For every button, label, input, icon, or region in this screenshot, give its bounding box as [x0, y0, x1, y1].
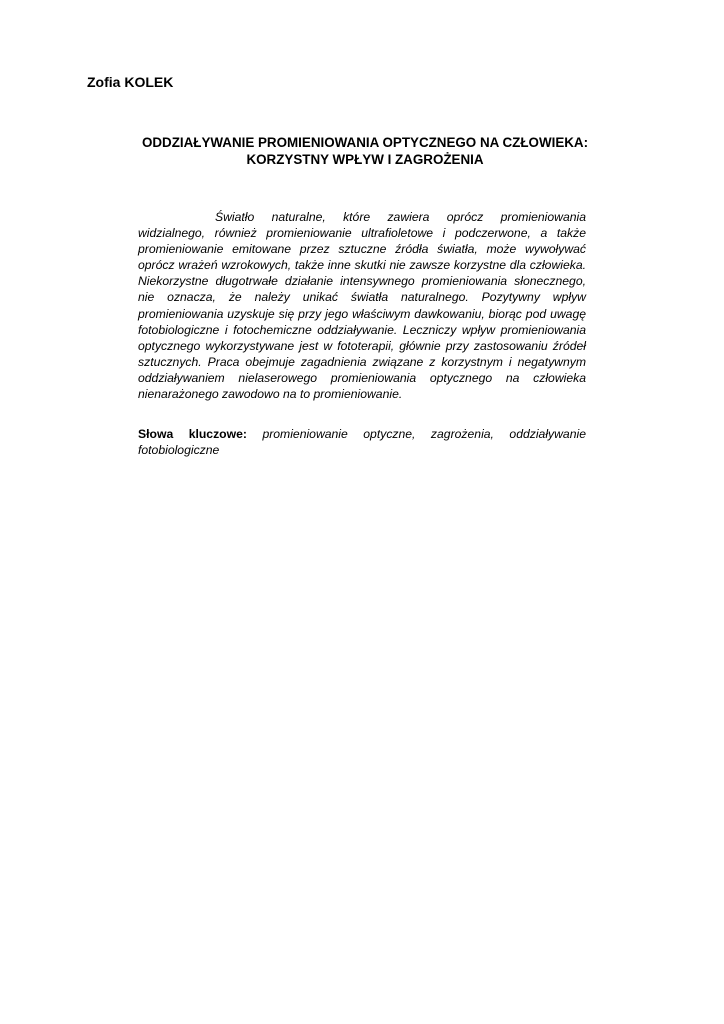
- paper-title: [100, 134, 630, 168]
- paper-title-line-2: KORZYSTNY WPŁYW I ZAGROŻENIA: [246, 152, 484, 167]
- keywords-label: Słowa kluczowe:: [138, 427, 247, 441]
- paper-title-line-1: ODDZIAŁYWANIE PROMIENIOWANIA OPTYCZNEGO NA CZŁOWIEKA:: [141, 135, 589, 150]
- keywords-text: promieniowanie optyczne, zagrożenia, oddziaływanie fotobiologiczne: [138, 427, 586, 458]
- abstract-paragraph: Światło naturalne, które zawiera oprócz promieniowania widzialnego, również promieniowanie ultrafioletowe i podczerwone, a także promieniowanie emitowane przez sztuczne źródła światła, może wywoływać oprócz wrażeń wzrokowych, także inne skutki nie zawsze korzystne dla człowieka. Niekorzystne długotrwałe działanie intensywnego promieniowania słonecznego, nie oznacza, że należy unikać światła naturalnego. Pozytywny wpływ promieniowania uzyskuje się przy jego właściwym dawkowaniu, biorąc pod uwagę fotobiologiczne i fotochemiczne oddziaływanie. Leczniczy wpływ promieniowania optycznego wykorzystywane jest w fototerapii, głównie przy zastosowaniu źródeł sztucznych. Praca obejmuje zagadnienia związane z korzystnym i negatywnym oddziaływaniem nielaserowego promieniowania optycznego na człowieka nienarażonego zawodowo na to promieniowanie.: [138, 210, 586, 402]
- author-name: Zofia KOLEK: [87, 74, 174, 90]
- keywords-paragraph: [138, 426, 586, 458]
